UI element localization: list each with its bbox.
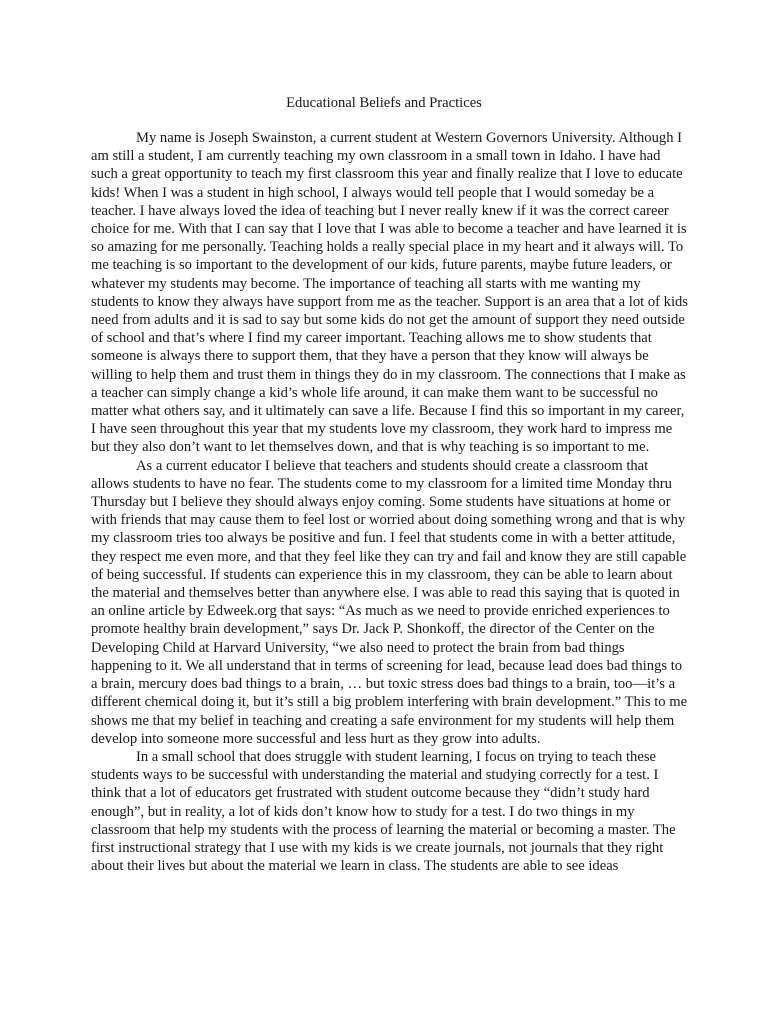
document-body	[91, 129, 689, 875]
paragraph-instructional-strategies: In a small school that does struggle with student learning, I focus on trying to teach these students ways to be successful with understanding the material and studying correctly for a test. I think that a lot of educators get frustrated with student outcome because they “didn’t study hard enough”, but in reality, a lot of kids don’t know how to study for a test. I do two things in my classroom that help my students with the process of learning the material or becoming a master. The first instructional strategy that I use with my kids is we create journals, not journals that they right about their lives but about the material we learn in class. The students are able to see ideas	[91, 748, 676, 875]
paragraph-classroom-beliefs: As a current educator I believe that teachers and students should create a classroom that allows students to have no fear. The students come to my classroom for a limited time Monday thru Thursday but I believe they should always enjoy coming. Some students have situations at home or with friends that may cause them to feel lost or worried about doing something wrong and that is why my classroom tries too always be positive and fun. I feel that students come in with a better attitude, they respect me even more, and that they feel like they can try and fail and know they are still capable of being successful. If students can experience this in my classroom, they can be able to learn about the material and themselves better than anywhere else. I was able to read this saying that is quoted in an online article by Edweek.org that says: “As much as we need to provide enriched experiences to promote healthy brain development,” says Dr. Jack P. Shonkoff, the director of the Center on the Developing Child at Harvard University, “we also need to protect the brain from bad things happening to it. We all understand that in terms of screening for lead, because lead does bad things to a brain, mercury does bad things to a brain, … but toxic stress does bad things to a brain, too—it’s a different chemical doing it, but it’s still a big problem interfering with brain development.” This to me shows me that my belief in teaching and creating a safe environment for my students will help them develop into someone more successful and less hurt as they grow into adults.	[91, 457, 688, 747]
paragraph-introduction: My name is Joseph Swainston, a current student at Western Governors University. Although I am still a student, I am currently teaching my own classroom in a small town in Idaho. I have had such a great opportunity to teach my first classroom this year and finally realize that I love to educate kids! When I was a student in high school, I always would tell people that I would someday be a teacher. I have always loved the idea of teaching but I never really knew if it was the correct career choice for me. With that I can say that I love that I was able to become a teacher and have learned it is so amazing for me personally. Teaching holds a really special place in my heart and it always will. To me teaching is so important to the development of our kids, future parents, maybe future leaders, or whatever my students may become. The importance of teaching all starts with me wanting my students to know they always have support from me as the teacher. Support is an area that a lot of kids need from adults and it is sad to say but some kids do not get the amount of support they need outside of school and that’s where I find my career important. Teaching allows me to show students that someone is always there to support them, that they have a person that they know will always be willing to help them and trust them in things they do in my classroom. The connections that I make as a teacher can simply change a kid’s whole life around, it can make them want to be successful no matter what others say, and it ultimately can save a life. Because I find this so important in my career, I have seen throughout this year that my students love my classroom, they work hard to impress me but they also don’t want to let themselves down, and that is why teaching is so important to me.	[91, 130, 688, 456]
document-title: Educational Beliefs and Practices	[286, 95, 482, 111]
